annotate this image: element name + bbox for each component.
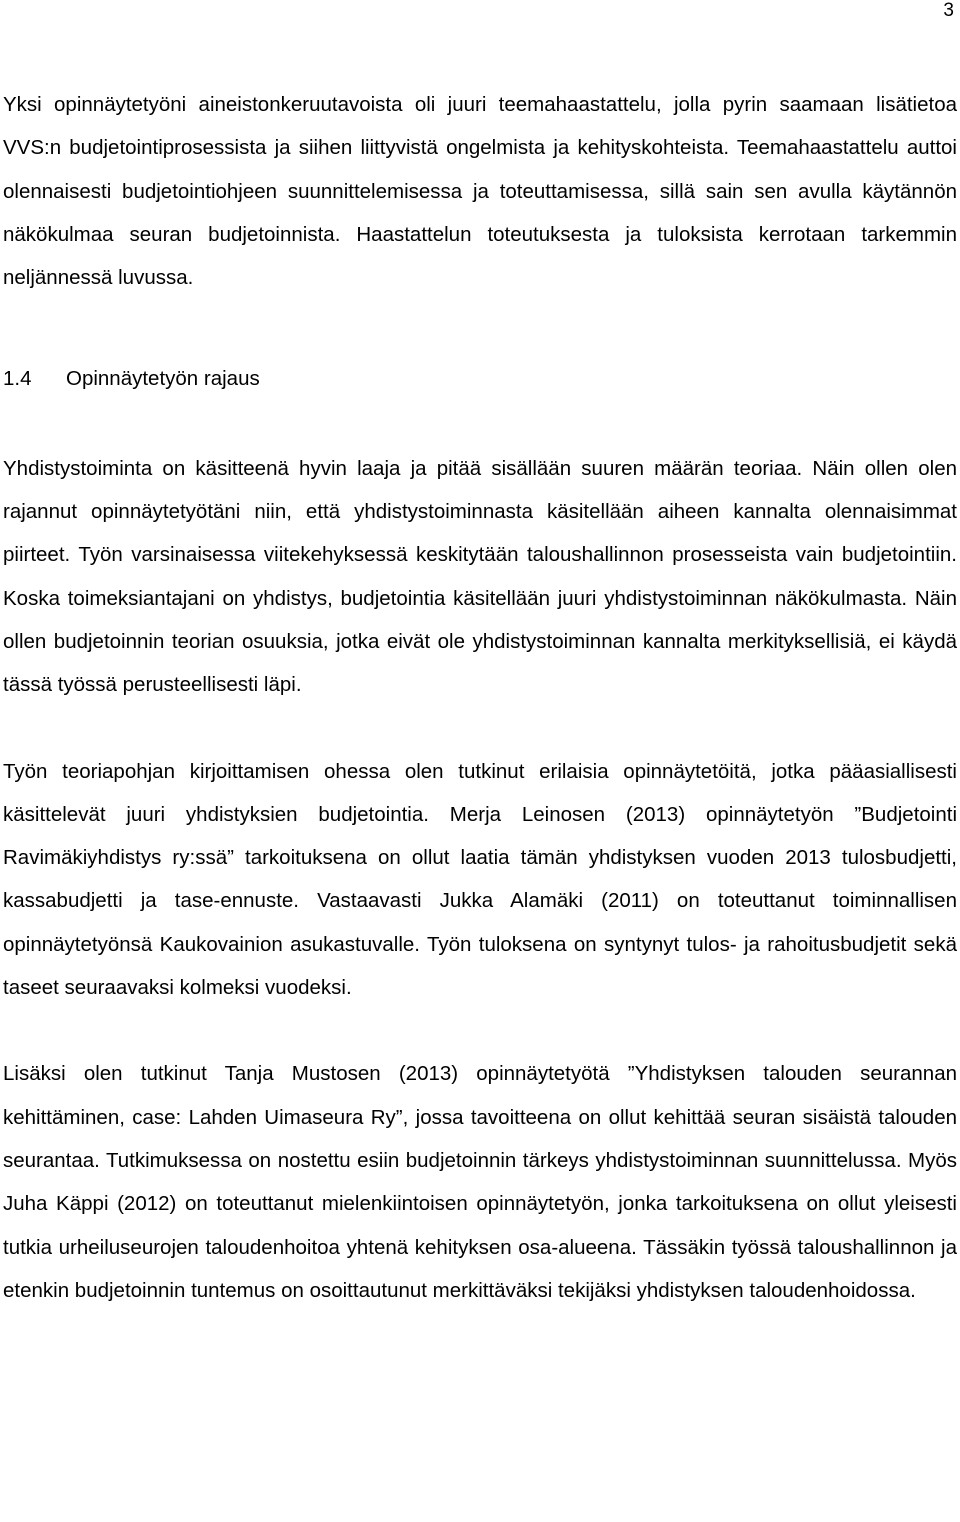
section-heading [3, 357, 957, 400]
paragraph-intro: Yksi opinnäytetyöni aineistonkeruutavoista oli juuri teemahaastattelu, jolla pyrin saamaan lisätietoa VVS:n budjetointiprosessista ja siihen liittyvistä ongelmista ja kehityskohteista. Teemahaastattelu auttoi olennaisesti budjetointiohjeen suunnittelemisessa ja toteuttamisessa, sillä sain sen avulla käytännön näkökulmaa seuran budjetoinnista. Haastattelun toteutuksesta ja tuloksista kerrotaan tarkemmin neljännessä luvussa. [3, 93, 957, 290]
paragraph-related-work-1: Työn teoriapohjan kirjoittamisen ohessa olen tutkinut erilaisia opinnäytetöitä, jotka pääasiallisesti käsittelevät juuri yhdistyksien budjetointia. Merja Leinosen (2013) opinnäytetyön ”Budjetointi Ravimäkiyhdistys ry:ssä” tarkoituksena on ollut laatia tämän yhdistyksen vuoden 2013 tulosbudjetti, kassabudjetti ja tase-ennuste. Vastaavasti Jukka Alamäki (2011) on toteuttanut toiminnallisen opinnäytetyönsä Kaukovainion asukastuvalle. Työn tuloksena on syntynyt tulos- ja rahoitusbudjetit sekä taseet seuraavaksi kolmeksi vuodeksi. [3, 759, 957, 1000]
page-number: 3 [943, 0, 954, 21]
document-body [3, 83, 957, 1312]
paragraph-related-work-2: Lisäksi olen tutkinut Tanja Mustosen (2013) opinnäytetyötä ”Yhdistyksen talouden seurannan kehittäminen, case: Lahden Uimaseura Ry”, jossa tavoitteena on ollut kehittää seuran sisäistä talouden seurantaa. Tutkimuksessa on nostettu esiin budjetoinnin tärkeys yhdistystoiminnan suunnittelussa. Myös Juha Käppi (2012) on toteuttanut mielenkiintoisen opinnäytetyön, jonka tarkoituksena on ollut yleisesti tutkia urheiluseurojen taloudenhoitoa yhtenä kehityksen osa-alueena. Tässäkin työssä taloushallinnon ja etenkin budjetoinnin tuntemus on osoittautunut merkittäväksi tekijäksi yhdistyksen taloudenhoidossa. [3, 1062, 957, 1302]
section-number: 1.4 [3, 367, 32, 391]
section-title: Opinnäytetyön rajaus [66, 367, 260, 391]
paragraph-scope: Yhdistystoiminta on käsitteenä hyvin laaja ja pitää sisällään suuren määrän teoriaa. Näin ollen olen rajannut opinnäytetyötäni niin, että yhdistystoiminnasta käsitellään aiheen kannalta olennaisimmat piirteet. Työn varsinaisessa viitekehyksessä keskitytään taloushallinnon prosesseista vain budjetointiin. Koska toimeksiantajani on yhdistys, budjetointia käsitellään juuri yhdistystoiminnan näkökulmasta. Näin ollen budjetoinnin teorian osuuksia, jotka eivät ole yhdistystoiminnan kannalta merkityksellisiä, ei käydä tässä työssä perusteellisesti läpi. [3, 456, 957, 697]
